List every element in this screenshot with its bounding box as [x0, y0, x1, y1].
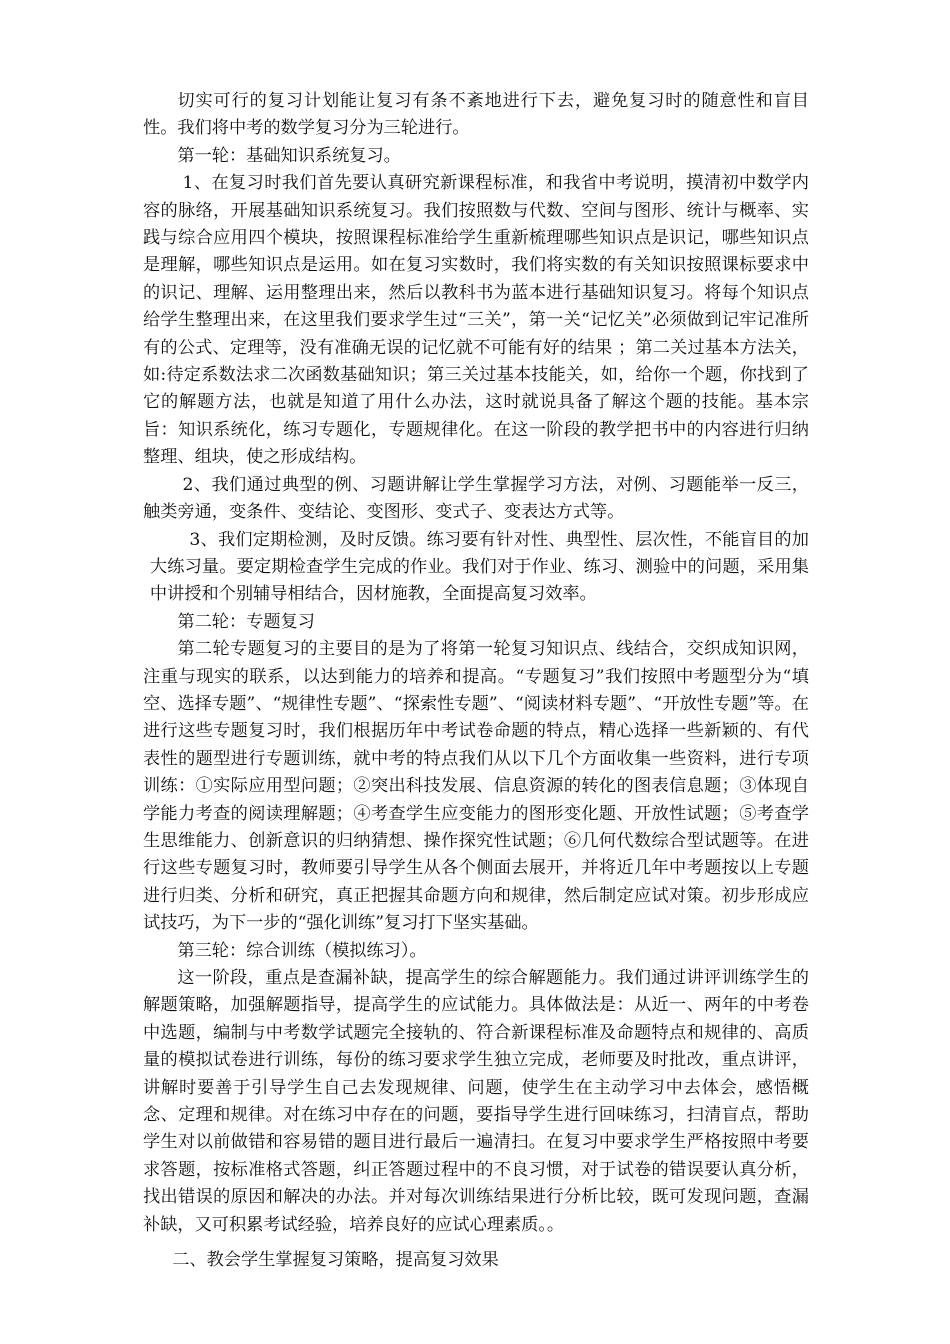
round-one-heading: 第一轮：基础知识系统复习。 [177, 145, 401, 166]
round-three-heading: 第三轮：综合训练（模拟练习）。 [177, 940, 427, 961]
round-two-paragraph: 第二轮专题复习的主要目的是为了将第一轮复习知识点、线结合，交织成知识网，注重与现实的联系，以达到能力的培养和提高。“专题复习”我们按照中考题型分为“填空、选择专题”、“规律性专题”、“探索性专题”、“阅读材料专题”、“开放性专题”等。在进行这些专题复习时，我们根据历年中考试卷命题的特点，精心选择一些新颖的、有代表性的题型进行专题训练，就中考的特点我们从以下几个方面收集一些资料，进行专项训练：①实际应用型问题；②突出科技发展、信息资源的转化的图表信息题；③体现自学能力考查的阅读理解题；④考查学生应变能力的图形变化题、开放性试题；⑤考查学生思维能力、创新意识的归纳猜想、操作探究性试题；⑥几何代数综合型试题等。在进行这些专题复习时，教师要引导学生从各个侧面去展开，并将近几年中考题按以上专题进行归类、分析和研究，真正把握其命题方向和规律，然后制定应试对策。初步形成应试技巧，为下一步的“强化训练”复习打下坚实基础。 [143, 639, 809, 934]
round-two-heading: 第二轮：专题复习 [177, 611, 315, 632]
round-one-item-3: 3、我们定期检测，及时反馈。练习要有针对性、典型性、层次性，不能盲目的加大练习量。要定期检查学生完成的作业。我们对于作业、练习、测验中的问题，采用集中讲授和个别辅导相结合，因材施教，全面提高复习效率。 [149, 529, 809, 605]
round-one-item-2: 2、我们通过典型的例、习题讲解让学生掌握学习方法，对例、习题能举一反三，触类旁通，变条件、变结论、变图形、变式子、变表达方式等。 [143, 474, 809, 523]
round-three-paragraph: 这一阶段，重点是查漏补缺，提高学生的综合解题能力。我们通过讲评训练学生的解题策略，加强解题指导，提高学生的应试能力。具体做法是：从近一、两年的中考卷中选题，编制与中考数学试题完全接轨的、符合新课程标准及命题特点和规律的、高质量的模拟试卷进行训练，每份的练习要求学生独立完成，老师要及时批改，重点讲评，讲解时要善于引导学生自己去发现规律、问题，使学生在主动学习中去体会，感悟概念、定理和规律。对在练习中存在的问题，要指导学生进行回味练习，扫清盲点，帮助学生对以前做错和容易错的题目进行最后一遍清扫。在复习中要求学生严格按照中考要求答题，按标准格式答题，纠正答题过程中的不良习惯，对于试卷的错误要认真分析，找出错误的原因和解决的办法。并对每次训练结果进行分析比较，既可发现问题，查漏补缺，又可积累考试经验，培养良好的应试心理素质。。 [143, 968, 809, 1235]
document-body [143, 88, 809, 1274]
round-one-item-1: 1、在复习时我们首先要认真研究新课程标准，和我省中考说明，摸清初中数学内容的脉络，开展基础知识系统复习。我们按照数与代数、空间与图形、统计与概率、实践与综合应用四个模块，按照课程标准给学生重新梳理哪些知识点是识记，哪些知识点是理解，哪些知识点是运用。如在复习实数时，我们将实数的有关知识按照课标要求中的识记、理解、运用整理出来，然后以教科书为蓝本进行基础知识复习。将每个知识点给学生整理出来，在这里我们要求学生过“三关”，第一关“记忆关”必须做到记牢记准所有的公式、定理等，没有准确无误的记忆就不可能有好的结果 ；第二关过基本方法关，如:待定系数法求二次函数基础知识；第三关过基本技能关，如，给你一个题，你找到了它的解题方法，也就是知道了用什么办法，这时就说具备了解这个题的技能。基本宗旨：知识系统化，练习专题化，专题规律化。在这一阶段的教学把书中的内容进行归纳整理、组块，使之形成结构。 [143, 173, 809, 468]
section-two-heading: 二、教会学生掌握复习策略，提高复习效果 [172, 1250, 499, 1271]
intro-paragraph: 切实可行的复习计划能让复习有条不紊地进行下去，避免复习时的随意性和盲目性。我们将中考的数学复习分为三轮进行。 [143, 91, 809, 139]
